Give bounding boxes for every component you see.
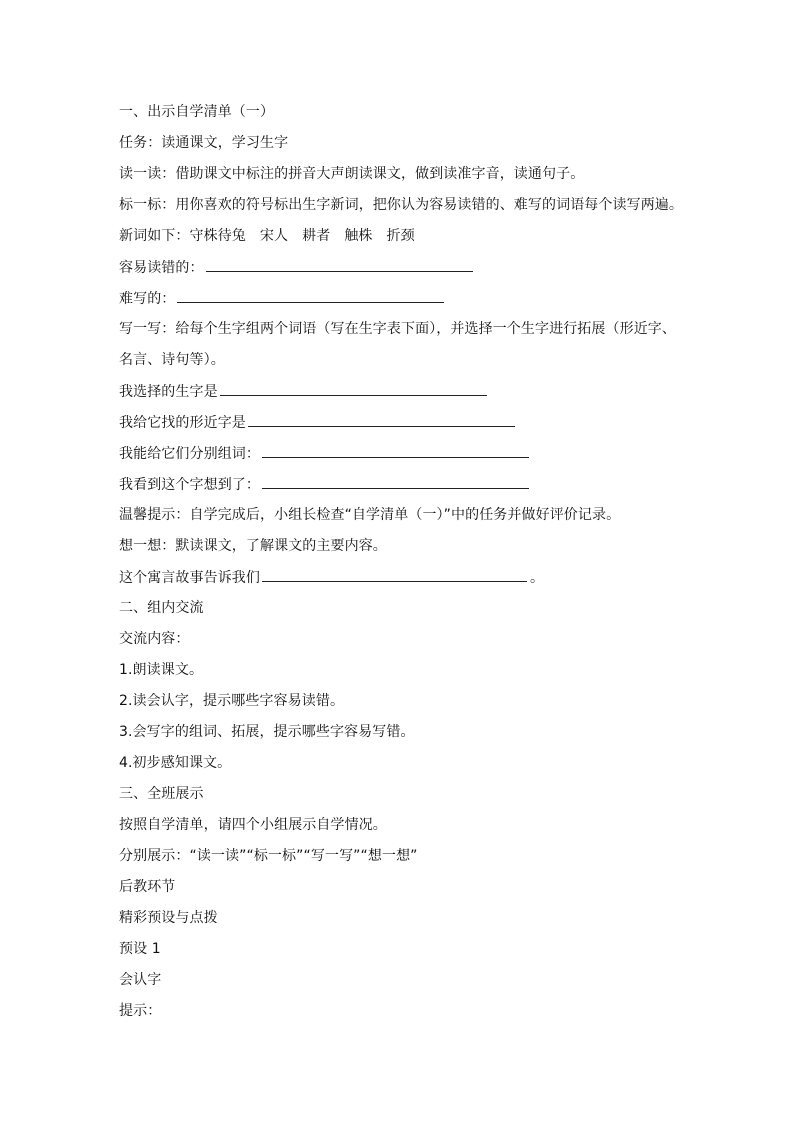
exchange-content-label: 交流内容： [119, 631, 190, 647]
section2-heading: 二、组内交流 [119, 600, 204, 616]
new-words-line [119, 226, 719, 257]
hard-write-blank[interactable] [177, 288, 444, 303]
section3-heading: 三、全班展示 [119, 786, 204, 802]
after-subtitle: 精彩预设与点拨 [119, 910, 218, 926]
thought-line [119, 474, 719, 505]
chosen-char-label: 我选择的生字是 [119, 384, 218, 400]
fable-suffix: 。 [530, 570, 545, 586]
new-word: 宋人 [259, 228, 289, 244]
chosen-char-blank[interactable] [220, 381, 487, 396]
new-word: 守株待兔 [189, 228, 246, 244]
new-word: 耕者 [302, 228, 331, 244]
recognize-label: 会认字 [119, 972, 162, 988]
thought-label: 我看到这个字想到了： [119, 477, 260, 493]
write-line-1: 写一写：给每个生字组两个词语（写在生字表下面），并选择一个生字进行拓展（形近字、 [119, 321, 676, 337]
preset-label: 预设 1 [119, 941, 161, 957]
exchange-item: 3.会写字的组词、拓展，提示哪些字容易写错。 [119, 724, 415, 740]
after-title: 后教环节 [119, 879, 176, 895]
mark-line: 标一标：用你喜欢的符号标出生字新词，把你认为容易读错的、难写的词语每个读写两遍。 [119, 197, 683, 213]
showcase-list: 分别展示：“读一读”“标一标”“写一写”“想一想” [119, 848, 418, 864]
similar-char-label: 我给它找的形近字是 [119, 415, 246, 431]
think-line: 想一想：默读课文，了解课文的主要内容。 [119, 538, 387, 554]
exchange-item: 4.初步感知课文。 [119, 755, 232, 771]
exchange-item: 2.读会认字，提示哪些字容易读错。 [119, 693, 345, 709]
section1-heading: 一、出示自学清单（一） [119, 104, 275, 120]
new-words-label: 新词如下： [119, 228, 190, 244]
group-words-line [119, 443, 719, 474]
fable-blank[interactable] [262, 567, 527, 582]
thought-blank[interactable] [262, 474, 529, 489]
easy-wrong-line [119, 257, 719, 288]
exchange-item: 1.朗读课文。 [119, 662, 204, 678]
new-word: 触株 [344, 228, 373, 244]
similar-char-line [119, 412, 719, 443]
document-content [119, 102, 719, 1032]
hard-write-line [119, 288, 719, 319]
task-line: 任务：读通课文，学习生字 [119, 135, 289, 151]
new-word: 折颈 [386, 228, 415, 244]
showcase-instruction: 按照自学清单，请四个小组展示自学情况。 [119, 817, 387, 833]
easy-wrong-blank[interactable] [206, 257, 473, 272]
fable-label: 这个寓言故事告诉我们 [119, 570, 260, 586]
fable-line [119, 567, 719, 598]
group-words-blank[interactable] [262, 443, 529, 458]
reminder-line: 温馨提示：自学完成后，小组长检查“自学清单（一）”中的任务并做好评价记录。 [119, 507, 621, 523]
easy-wrong-label: 容易读错的： [119, 260, 204, 276]
read-line: 读一读：借助课文中标注的拼音大声朗读课文，做到读准字音，读通句子。 [119, 166, 585, 182]
similar-char-blank[interactable] [248, 412, 515, 427]
group-words-label: 我能给它们分别组词： [119, 446, 260, 462]
hint-label: 提示： [119, 1003, 162, 1019]
write-line-2: 名言、诗句等）。 [119, 352, 225, 368]
chosen-char-line [119, 381, 719, 412]
hard-write-label: 难写的： [119, 291, 176, 307]
